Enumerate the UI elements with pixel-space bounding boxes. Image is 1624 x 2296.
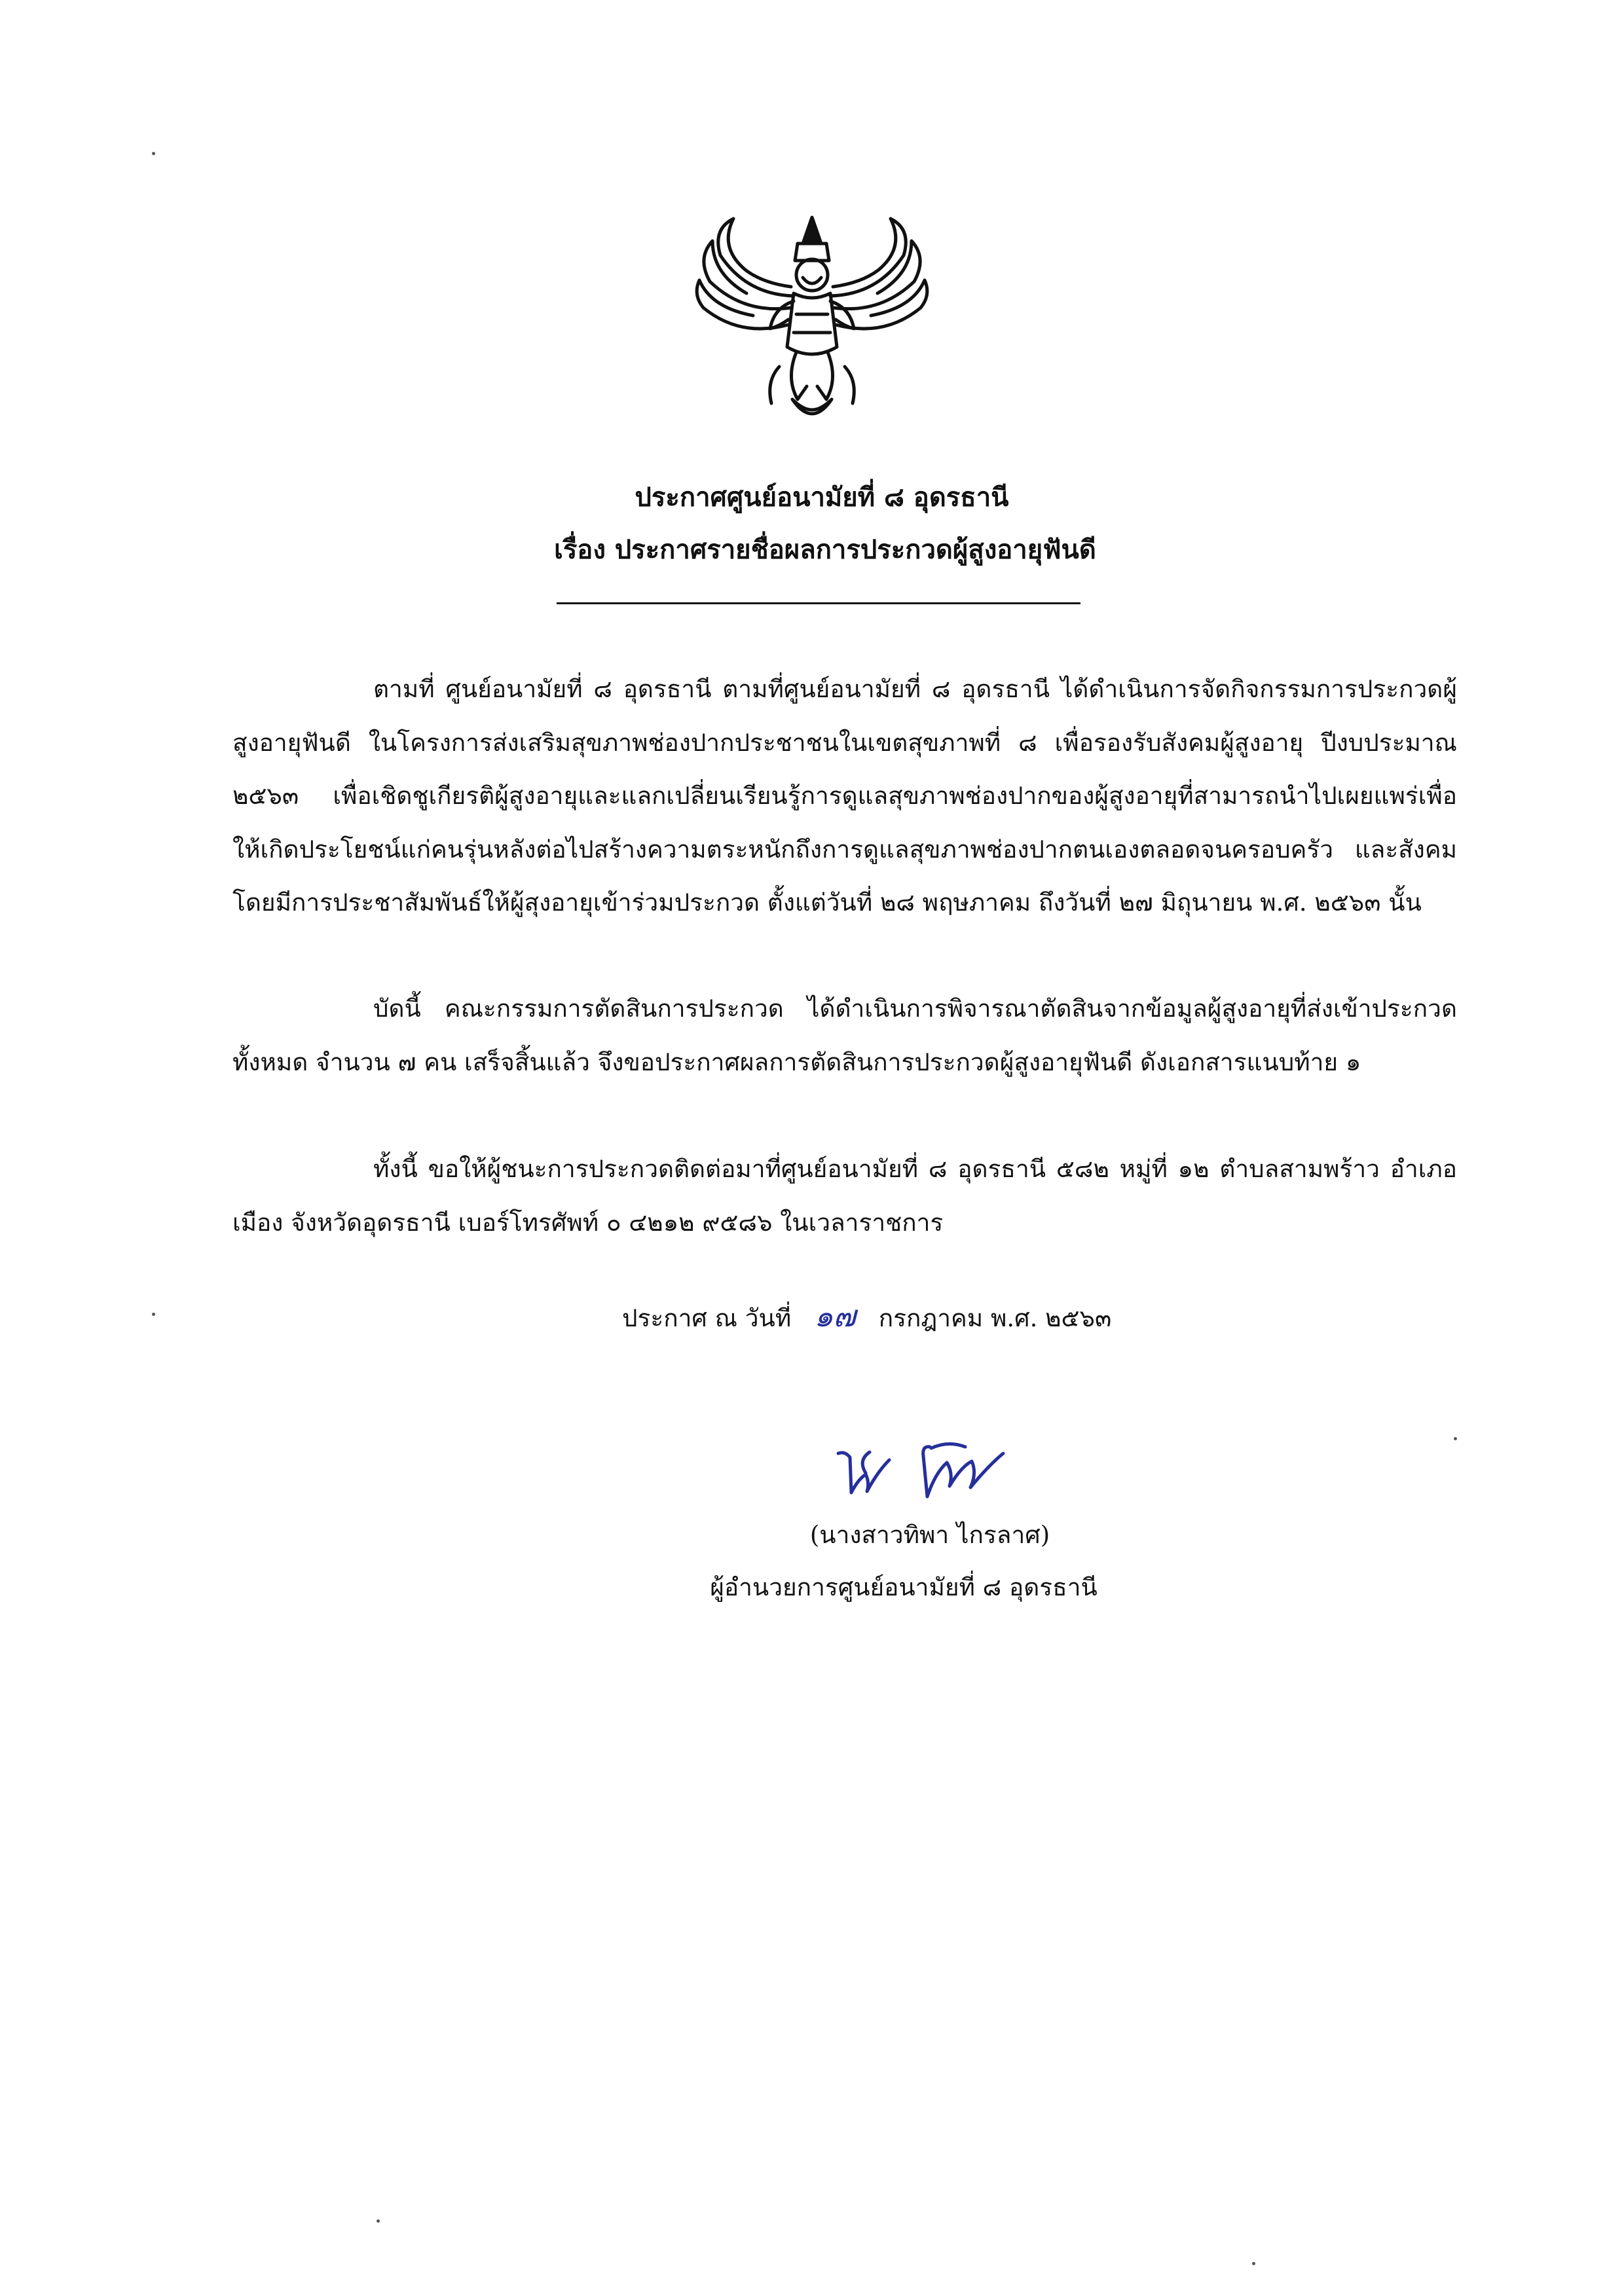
scan-speck [1252,2262,1255,2265]
document-title [0,471,1624,576]
date-suffix: กรกฎาคม พ.ศ. ๒๕๖๓ [878,1304,1112,1332]
body-paragraph-1: ตามที่ ศูนย์อนามัยที่ ๘ อุดรธานี ตามที่ศูนย์อนามัยที่ ๘ อุดรธานี ได้ดำเนินการจัดกิจกรรมการประกวดผู้สูงอายุฟันดี ในโครงการส่งเสริมสุขภาพช่องปากประชาชนในเขตสุขภาพที่ ๘ เพื่อรองรับสังคมผู้สูงอายุ ปีงบประมาณ ๒๕๖๓ เพื่อเชิดชูเกียรติผู้สูงอายุและแลกเปลี่ยนเรียนรู้การดูแลสุขภาพช่องปากของผู้สูงอายุที่สามารถนำไปเผยแพร่เพื่อให้เกิดประโยชน์แก่คนรุ่นหลังต่อไปสร้างความตระหนักถึงการดูแลสุขภาพช่องปากตนเองตลอดจนครอบครัว และสังคม โดยมีการประชาสัมพันธ์ให้ผู้สุงอายุเข้าร่วมประกวด ตั้งแต่วันที่ ๒๘ พฤษภาคม ถึงวันที่ ๒๗ มิถุนายน พ.ศ. ๒๕๖๓ นั้น [232,675,1457,917]
signatory-name: (นางสาวทิพา ไกรลาศ) [809,1521,1050,1549]
body-paragraph-2: บัดนี้ คณะกรรมการตัดสินการประกวด ได้ดำเนินการพิจารณาตัดสินจากข้อมูลผู้สูงอายุที่ส่งเข้าประกวดทั้งหมด จำนวน ๗ คน เสร็จสิ้นแล้ว จึงขอประกาศผลการตัดสินการประกวดผู้สูงอายุฟันดี ดังเอกสารแนบท้าย ๑ [232,994,1457,1076]
garuda-emblem-icon [681,210,943,432]
scan-speck [152,152,155,155]
handwritten-signature [832,1434,1054,1506]
scan-speck [377,2219,380,2223]
date-prefix: ประกาศ ณ วันที่ [622,1304,792,1332]
scan-speck [1454,1437,1457,1440]
announcement-subject: เรื่อง ประกาศรายชื่อผลการประกวดผู้สูงอายุฟันดี [554,534,1096,565]
announcement-date [622,1290,1473,1345]
handwritten-day: ๑๗ [814,1298,856,1334]
signatory-position: ผู้อำนวยการศูนย์อนามัยที่ ๘ อุดรธานี [710,1573,1098,1601]
announcement-heading: ประกาศศูนย์อนามัยที่ ๘ อุดรธานี [635,482,1009,513]
scan-speck [152,1313,155,1316]
body-paragraph-3: ทั้งนี้ ขอให้ผู้ชนะการประกวดติดต่อมาที่ศูนย์อนามัยที่ ๘ อุดรธานี ๕๘๒ หมู่ที่ ๑๒ ตำบลสามพร้าว อำเภอเมือง จังหวัดอุดรธานี เบอร์โทรศัพท์ ๐ ๔๒๑๒ ๙๕๘๖ ในเวลาราชการ [232,1155,1457,1237]
title-divider [557,602,1080,604]
